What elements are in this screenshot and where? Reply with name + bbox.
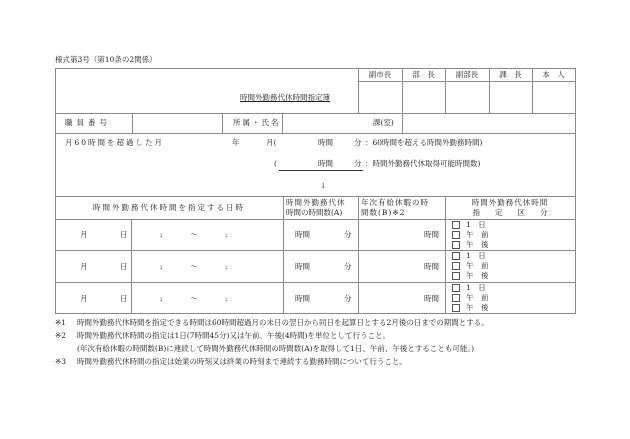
available-hours-label: 時間 — [318, 159, 333, 168]
checkbox-full-day[interactable] — [452, 251, 486, 261]
checkbox-icon — [452, 284, 460, 292]
down-arrow-icon: ↓ — [320, 181, 327, 190]
stamp-box-self[interactable] — [533, 82, 574, 112]
stamp-box-director[interactable] — [403, 82, 444, 112]
row-day-label: 日 — [120, 262, 128, 271]
note-mark: ※3 — [55, 357, 67, 366]
approval-label-vice-mayor: 副市長 — [368, 70, 392, 79]
row-minutes-label: 分 — [344, 262, 352, 271]
row-tilde: ～ — [190, 230, 198, 239]
row-divider — [55, 250, 576, 251]
row-divider — [55, 282, 576, 283]
col-divider — [131, 219, 132, 313]
col-divider — [358, 196, 359, 313]
row-tilde: ～ — [190, 262, 198, 271]
row-minutes-label: 分 — [344, 294, 352, 303]
row-time-from[interactable]: : — [160, 230, 163, 239]
option-label: 午 前 — [466, 293, 489, 302]
approval-label-director: 部 長 — [412, 70, 435, 79]
checkbox-morning[interactable] — [452, 293, 489, 303]
header-leave-b-line2: 間数(B)※2 — [361, 208, 406, 217]
row-month-label: 月 — [80, 294, 88, 303]
over60-description: ：60時間を超える時間外勤務時間) — [365, 138, 483, 147]
available-hours-input[interactable] — [285, 158, 317, 169]
form-title: 時間外勤務代休時間指定簿 — [240, 93, 330, 102]
table-left-border — [55, 68, 56, 314]
stamp-box-section-chief[interactable] — [490, 82, 531, 112]
header-hours-a-line2: 時間の時間数(A) — [286, 208, 343, 217]
employee-id-field[interactable] — [133, 114, 221, 132]
row-tilde: ～ — [190, 294, 198, 303]
employee-id-label: 職員番号 — [65, 118, 111, 127]
checkbox-full-day[interactable] — [452, 283, 486, 293]
row-leave-hours-label: 時間 — [424, 230, 439, 239]
option-label: 午 後 — [466, 240, 489, 249]
header-type-line1: 時間外勤務代休時間 — [471, 198, 549, 207]
row-divider — [55, 219, 576, 220]
year-label: 年 — [232, 138, 240, 147]
row-time-to[interactable]: : — [225, 262, 228, 271]
note-text: (年次有給休暇の時間数(B)に連続して時間外勤務代休時間の時間数(A)を取得して1日、午前、午後とすることも可能。) — [77, 344, 475, 353]
affiliation-name-label: 所属・氏名 — [233, 118, 281, 127]
note-text: 時間外勤務代休時間の指定は1日(7時間45分)又は午前、午後(4時間)を単位として行うこと。 — [77, 331, 391, 340]
header-type-line2: 指 定 区 分 — [472, 208, 548, 217]
section-field[interactable] — [403, 114, 574, 132]
affiliation-name-field[interactable] — [283, 114, 363, 132]
available-minutes-input[interactable] — [336, 158, 353, 169]
header-date: 時間外勤務代休時間を指定する日時 — [93, 203, 245, 212]
row-divider — [55, 133, 576, 134]
row-hours-label: 時間 — [295, 262, 310, 271]
row-day-label: 日 — [120, 294, 128, 303]
header-leave-b-line1: 年次有給休暇の時 — [361, 198, 429, 207]
stamp-box-deputy-director[interactable] — [446, 82, 488, 112]
note-text: 時間外勤務代休時間を指定できる時間は60時間超過月の末日の翌日から同日を起算日とする2月後の日までの期間とする。 — [77, 318, 489, 327]
option-label: 午 後 — [466, 271, 489, 280]
row-time-to[interactable]: : — [225, 294, 228, 303]
table-bottom-border — [55, 313, 576, 314]
stamp-box-vice-mayor[interactable] — [359, 82, 401, 112]
row-leave-hours-label: 時間 — [424, 294, 439, 303]
approval-label-section-chief: 課 長 — [499, 70, 522, 79]
note-mark: ※2 — [55, 331, 67, 340]
approval-label-deputy-director: 副部長 — [455, 70, 479, 79]
checkbox-full-day[interactable] — [452, 220, 486, 230]
checkbox-afternoon[interactable] — [452, 303, 489, 313]
form-label: 様式第3号（第10条の2関係） — [55, 55, 157, 64]
row-time-from[interactable]: : — [160, 294, 163, 303]
row-leave-hours-label: 時間 — [424, 262, 439, 271]
option-label: 1 日 — [466, 283, 486, 292]
checkbox-icon — [452, 241, 460, 249]
row-time-from[interactable]: : — [160, 262, 163, 271]
over60-minutes-label: 分 — [354, 138, 362, 147]
checkbox-icon — [452, 231, 460, 239]
over60-minutes-input[interactable] — [336, 137, 353, 148]
checkbox-morning[interactable] — [452, 230, 489, 240]
over60-hours-input[interactable] — [285, 137, 317, 148]
month-input[interactable] — [245, 137, 265, 148]
row-month-label: 月 — [80, 230, 88, 239]
row-month-label: 月 — [80, 262, 88, 271]
available-paren: ( — [274, 159, 277, 168]
checkbox-icon — [452, 262, 460, 270]
col-divider — [283, 196, 284, 313]
checkbox-afternoon[interactable] — [452, 240, 489, 250]
month-paren-label: 月( — [266, 138, 277, 147]
option-label: 午 前 — [466, 230, 489, 239]
over60-month-label: 月60時間を超過した月 — [65, 138, 165, 147]
year-input[interactable] — [212, 137, 230, 148]
section-suffix-label: 課(室) — [373, 118, 394, 127]
checkbox-afternoon[interactable] — [452, 271, 489, 281]
note-mark: ※1 — [55, 318, 67, 327]
option-label: 1 日 — [466, 251, 486, 260]
col-divider — [222, 113, 223, 133]
option-label: 午 前 — [466, 261, 489, 270]
row-day-label: 日 — [120, 230, 128, 239]
row-hours-label: 時間 — [295, 294, 310, 303]
row-minutes-label: 分 — [344, 230, 352, 239]
note-text: 時間外勤務代休時間の指定は始業の時刻又は終業の時刻まで連続する勤務時間について行うこと。 — [77, 357, 407, 366]
available-description: ：時間外勤務代休取得可能時間数) — [365, 159, 481, 168]
row-hours-label: 時間 — [295, 230, 310, 239]
checkbox-icon — [452, 294, 460, 302]
checkbox-icon — [452, 272, 460, 280]
row-divider — [55, 196, 576, 197]
over60-hours-label: 時間 — [318, 138, 333, 147]
table-top-border — [55, 68, 576, 69]
checkbox-morning[interactable] — [452, 261, 489, 271]
row-time-to[interactable]: : — [225, 230, 228, 239]
option-label: 午 後 — [466, 303, 489, 312]
checkbox-icon — [452, 304, 460, 312]
checkbox-icon — [452, 252, 460, 260]
available-underline — [279, 170, 363, 171]
checkbox-icon — [452, 221, 460, 229]
option-label: 1 日 — [466, 220, 486, 229]
table-right-border — [575, 68, 576, 314]
available-minutes-label: 分 — [354, 159, 362, 168]
approval-label-self: 本 人 — [542, 70, 565, 79]
header-hours-a-line1: 時間外勤務代休 — [286, 198, 346, 207]
